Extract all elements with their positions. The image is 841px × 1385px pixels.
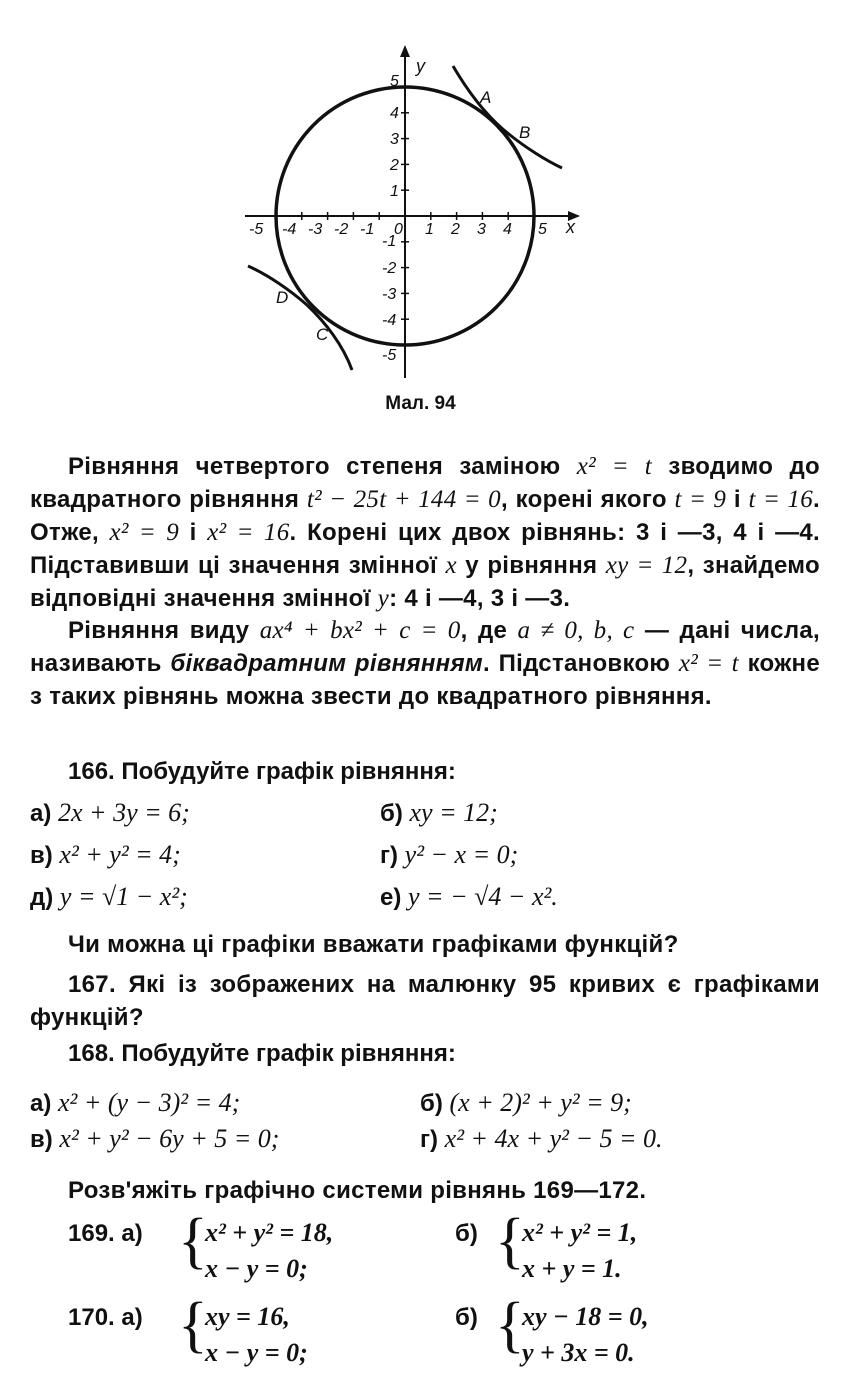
tick-x-minus2: -2 (334, 221, 349, 238)
axis-label-y: y (416, 56, 425, 76)
tick-x-5: 5 (538, 221, 547, 238)
exercise-167: 167. Які із зображених на малюнку 95 кривих є графіками функцій? (30, 971, 820, 1031)
point-label-b: B (519, 123, 531, 142)
tick-y-minus2: -2 (382, 260, 397, 277)
point-label-a: A (480, 88, 492, 107)
tick-x-minus4: -4 (282, 221, 297, 238)
tick-x-0: 0 (394, 221, 403, 238)
tick-x-minus1: -1 (360, 221, 375, 238)
tick-x-1: 1 (425, 221, 434, 238)
tick-x-4: 4 (503, 221, 512, 238)
tick-x-2: 2 (451, 221, 460, 238)
tick-y-minus1: -1 (382, 233, 397, 250)
exercise-169: 169. а) { x² + y² = 18, x − y = 0; б) { x² + y² = 1, x + y = 1. (68, 1207, 638, 1283)
point-label-c: C (316, 325, 329, 344)
paragraph-1: Рівняння четвертого степеня заміною x² = t зводимо до квадратного рівняння t² − 25t + 144 = 0, корені якого t = 9 і t = 16. Отже, x² = 9 і x² = 16. Корені цих двох рівнянь: 3 і —3, 4 і —4. Підставивши ці значення змінної x у рівняння xy = 12, знайдемо відповідні значення змінної y: 4 і —4, 3 і —3. (30, 453, 821, 612)
tick-x-minus5: -5 (249, 221, 264, 238)
exercise-166-question: Чи можна ці графіки вважати графіками функцій? (68, 931, 679, 958)
tick-y-1: 1 (390, 183, 399, 200)
tick-y-minus3: -3 (382, 286, 397, 303)
tick-y-2: 2 (390, 157, 399, 174)
figure-caption: Мал. 94 (385, 393, 456, 414)
exercise-number: 166. (68, 758, 115, 785)
axis-label-x: x (566, 217, 575, 237)
point-label-d: D (276, 288, 289, 307)
hyperbola-branch-lower (248, 266, 352, 370)
systems-intro: Розв'яжіть графічно системи рівнянь 169—172. (68, 1177, 647, 1204)
tick-x-3: 3 (477, 221, 486, 238)
tick-y-minus4: -4 (382, 312, 397, 329)
tick-x-minus3: -3 (308, 221, 323, 238)
tick-y-5: 5 (390, 73, 399, 90)
term-biquadratic: біквадратним рівнянням (170, 650, 483, 677)
tick-y-3: 3 (390, 131, 399, 148)
y-axis-arrow (400, 45, 410, 57)
hyperbola-branch-upper (453, 66, 562, 168)
exercise-170: 170. а) { xy = 16, x − y = 0; б) { xy − 18 = 0, y + 3x = 0. (68, 1291, 649, 1367)
tick-y-minus5: -5 (382, 347, 397, 364)
figure-94 (0, 0, 841, 390)
tick-y-4: 4 (390, 105, 399, 122)
exercise-168: 168. Побудуйте графік рівняння: а) x² + (y − 3)² = 4; б) (x + 2)² + y² = 9; в) x² + y² − 6y + 5 = 0; г) x² + 4x + y² − 5 = 0. (30, 1040, 663, 1153)
exercise-166: 166. Побудуйте графік рівняння: а) 2x + 3y = 6; б) xy = 12; в) x² + y² = 4; г) y² − x = 0; д) y = √1 − x²; е) y = − √4 − x². (30, 758, 558, 911)
paragraph-2: Рівняння виду ax⁴ + bx² + c = 0, де a ≠ 0, b, c — дані числа, називають біквадратним рівнянням. Підстановкою x² = t кожне з таких рівнянь можна звести до квадратного рівняння. (30, 617, 820, 710)
